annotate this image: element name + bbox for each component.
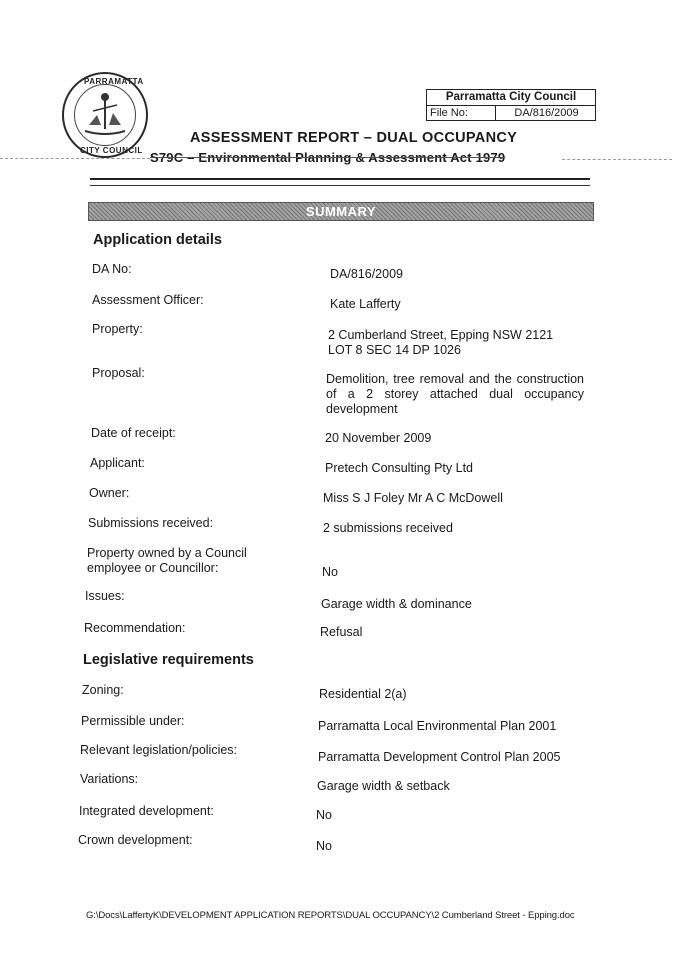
submissions-label: Submissions received: bbox=[88, 516, 214, 530]
integrated-development-label: Integrated development: bbox=[79, 804, 214, 818]
issues-value: Garage width & dominance bbox=[321, 597, 472, 611]
header-rule-thick bbox=[90, 178, 590, 180]
property-lot-value: LOT 8 SEC 14 DP 1026 bbox=[328, 343, 461, 357]
assessment-officer-value: Kate Lafferty bbox=[330, 297, 401, 311]
permissible-under-value: Parramatta Local Environmental Plan 2001 bbox=[318, 719, 557, 733]
da-no-value: DA/816/2009 bbox=[330, 267, 403, 281]
property-address-value: 2 Cumberland Street, Epping NSW 2121 bbox=[328, 328, 554, 342]
relevant-legislation-value: Parramatta Development Control Plan 2005 bbox=[318, 750, 561, 764]
date-of-receipt-label: Date of receipt: bbox=[91, 426, 176, 440]
header-rule-thin bbox=[90, 185, 590, 186]
permissible-under-label: Permissible under: bbox=[81, 714, 185, 728]
report-subtitle: S79C – Environmental Planning & Assessment Act 1979 bbox=[150, 150, 506, 165]
crown-development-value: No bbox=[316, 839, 332, 853]
integrated-development-value: No bbox=[316, 808, 332, 822]
recommendation-value: Refusal bbox=[320, 625, 363, 639]
seal-figure-icon bbox=[75, 85, 135, 145]
applicant-label: Applicant: bbox=[90, 456, 145, 470]
council-seal bbox=[62, 72, 148, 158]
applicant-value: Pretech Consulting Pty Ltd bbox=[325, 461, 473, 475]
recommendation-label: Recommendation: bbox=[84, 621, 186, 635]
report-title: ASSESSMENT REPORT – DUAL OCCUPANCY bbox=[190, 130, 518, 146]
footer-file-path: G:\Docs\LaffertyK\DEVELOPMENT APPLICATION REPORTS\DUAL OCCUPANCY\2 Cumberland Street - Epping.doc bbox=[86, 910, 575, 921]
council-owned-value: No bbox=[322, 565, 338, 579]
proposal-label: Proposal: bbox=[92, 366, 145, 380]
seal-top-text: PARRAMATTA bbox=[84, 77, 144, 86]
date-of-receipt-value: 20 November 2009 bbox=[325, 431, 432, 445]
summary-label: SUMMARY bbox=[305, 204, 377, 219]
file-no-value: DA/816/2009 bbox=[514, 107, 579, 119]
dashed-line-right bbox=[562, 159, 672, 160]
council-owned-label-line2: employee or Councillor: bbox=[87, 561, 219, 575]
zoning-value: Residential 2(a) bbox=[319, 687, 407, 701]
crown-development-label: Crown development: bbox=[78, 833, 193, 847]
seal-inner-ring bbox=[74, 84, 136, 146]
submissions-value: 2 submissions received bbox=[323, 521, 453, 535]
proposal-value: Demolition, tree removal and the construction of a 2 storey attached dual occupancy development bbox=[326, 372, 584, 416]
dashed-line-left bbox=[0, 158, 150, 159]
variations-label: Variations: bbox=[80, 772, 139, 786]
variations-value: Garage width & setback bbox=[317, 779, 450, 793]
assessment-officer-label: Assessment Officer: bbox=[92, 293, 204, 307]
da-no-label: DA No: bbox=[92, 262, 132, 276]
council-owned-label-line1: Property owned by a Council bbox=[87, 546, 247, 560]
property-label: Property: bbox=[92, 322, 143, 336]
zoning-label: Zoning: bbox=[82, 683, 124, 697]
owner-value: Miss S J Foley Mr A C McDowell bbox=[323, 491, 503, 505]
relevant-legislation-label: Relevant legislation/policies: bbox=[80, 743, 238, 757]
application-details-heading: Application details bbox=[93, 232, 222, 248]
file-number-box bbox=[426, 89, 596, 121]
file-no-label: File No: bbox=[430, 106, 496, 120]
legislative-requirements-heading: Legislative requirements bbox=[83, 652, 254, 668]
issues-label: Issues: bbox=[85, 589, 125, 603]
seal-bottom-text: CITY COUNCIL bbox=[80, 146, 143, 155]
file-box-council: Parramatta City Council bbox=[427, 90, 595, 106]
summary-banner bbox=[88, 202, 594, 221]
owner-label: Owner: bbox=[89, 486, 130, 500]
